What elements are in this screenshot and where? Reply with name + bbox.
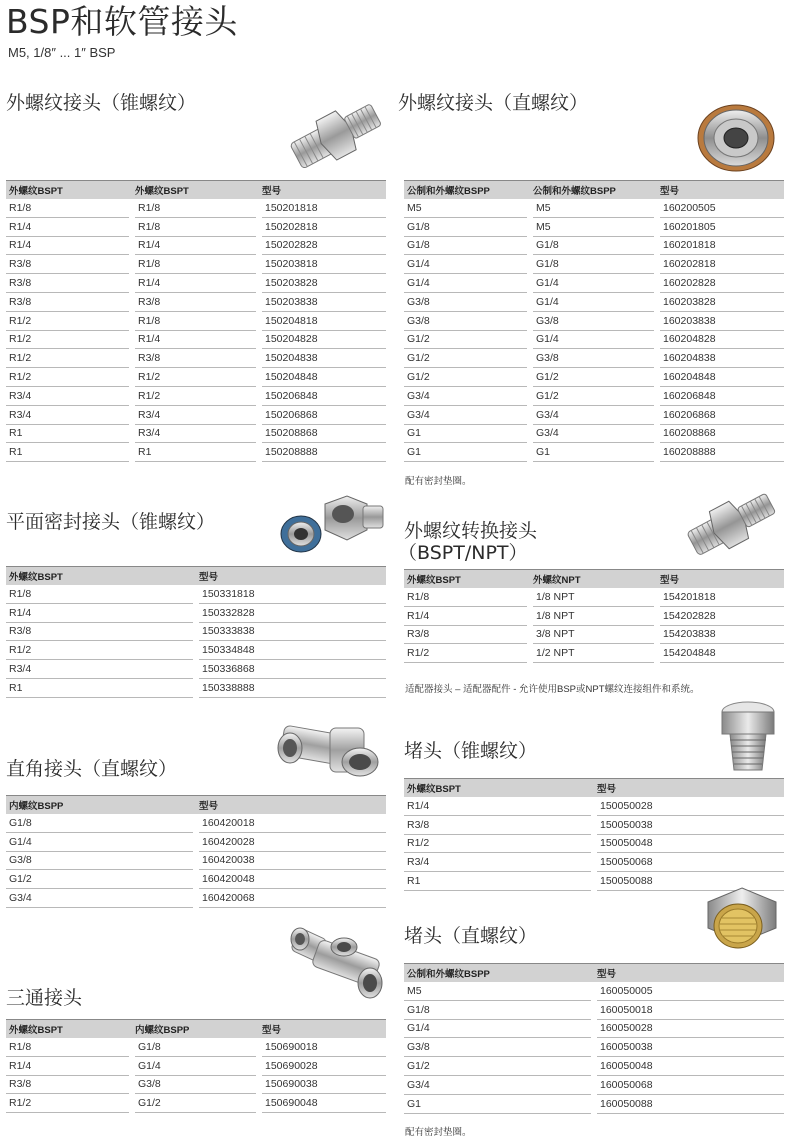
table-cell: 150208888	[259, 443, 386, 462]
column-header: 外螺纹BSPT	[6, 181, 132, 200]
table-row	[6, 641, 386, 660]
table-row	[6, 274, 386, 293]
adapter-table	[404, 569, 784, 663]
section-heading-tee: 三通接头	[6, 987, 83, 1009]
table-cell: G3/4	[404, 1075, 594, 1094]
table-cell: 150331818	[196, 585, 386, 603]
table-row	[404, 1075, 784, 1094]
table-header-row	[6, 181, 386, 200]
table-cell: R1/4	[6, 603, 196, 622]
table-cell: R1/2	[6, 349, 132, 368]
section-heading-adapter-sub: （BSPT/NPT）	[398, 542, 528, 564]
column-header: 型号	[594, 964, 784, 983]
table-row	[6, 832, 386, 851]
table-cell: R1/2	[6, 330, 132, 349]
table-cell: 150202818	[259, 217, 386, 236]
table-cell: M5	[530, 199, 657, 217]
table-cell: R1/8	[6, 1038, 132, 1056]
table-cell: 150690018	[259, 1038, 386, 1056]
plug-parallel-icon	[700, 884, 784, 962]
table-cell: R1/2	[404, 644, 530, 663]
table-row	[404, 834, 784, 853]
table-row	[6, 255, 386, 274]
table-cell: R1/8	[132, 199, 259, 217]
table-cell: 150690028	[259, 1056, 386, 1075]
table-cell: R1	[6, 443, 132, 462]
elbow-fitting-icon	[274, 710, 386, 784]
table-cell: 150050038	[594, 815, 784, 834]
section-heading-male-taper: 外螺纹接头（锥螺纹）	[6, 92, 197, 114]
table-cell: R3/4	[404, 853, 594, 872]
column-header: 外螺纹BSPT	[6, 1020, 132, 1039]
table-cell: R1/2	[6, 311, 132, 330]
table-cell: 160202818	[657, 255, 784, 274]
page-title: BSP和软管接头	[6, 2, 238, 41]
table-row	[404, 797, 784, 815]
plug-parallel-table	[404, 963, 784, 1114]
table-row	[404, 274, 784, 293]
table-cell: 160204828	[657, 330, 784, 349]
table-cell: G3/8	[404, 311, 530, 330]
table-cell: G1/4	[530, 330, 657, 349]
table-cell: R1/4	[132, 330, 259, 349]
column-header: 型号	[259, 1020, 386, 1039]
table-row	[6, 311, 386, 330]
male-parallel-fitting-icon	[692, 96, 784, 176]
table-cell: 150050068	[594, 853, 784, 872]
table-row	[404, 330, 784, 349]
table-cell: R3/4	[132, 424, 259, 443]
table-cell: 160203828	[657, 292, 784, 311]
table-cell: 160208888	[657, 443, 784, 462]
table-cell: G3/4	[530, 405, 657, 424]
table-cell: R3/8	[6, 274, 132, 293]
table-cell: G3/8	[530, 311, 657, 330]
table-row	[404, 199, 784, 217]
table-cell: 160420038	[196, 851, 386, 870]
male-parallel-note: 配有密封垫圈。	[405, 476, 472, 487]
column-header: 内螺纹BSPP	[6, 796, 196, 815]
page-subtitle: M5, 1/8″ ... 1″ BSP	[8, 45, 116, 60]
elbow-table	[6, 795, 386, 908]
table-cell: R1	[6, 678, 196, 697]
table-row	[6, 424, 386, 443]
section-heading-elbow: 直角接头（直螺纹）	[6, 758, 178, 780]
table-cell: G1/2	[132, 1094, 259, 1113]
column-header: 外螺纹BSPT	[404, 570, 530, 589]
table-row	[6, 1075, 386, 1094]
table-cell: G1/8	[404, 236, 530, 255]
table-cell: G1/4	[6, 832, 196, 851]
column-header: 型号	[259, 181, 386, 200]
table-cell: R3/8	[6, 255, 132, 274]
table-cell: 160050048	[594, 1057, 784, 1076]
table-cell: G1/4	[404, 255, 530, 274]
table-row	[404, 292, 784, 311]
table-cell: R3/8	[404, 625, 530, 644]
column-header: 公制和外螺纹BSPP	[404, 181, 530, 200]
table-cell: R3/4	[132, 405, 259, 424]
table-cell: 150204818	[259, 311, 386, 330]
table-cell: G1/4	[132, 1056, 259, 1075]
table-row	[6, 443, 386, 462]
table-cell: 160050088	[594, 1094, 784, 1113]
table-cell: G1/2	[6, 870, 196, 889]
plug-taper-table	[404, 778, 784, 891]
table-cell: 150208868	[259, 424, 386, 443]
table-row	[6, 349, 386, 368]
table-cell: 160206868	[657, 405, 784, 424]
table-cell: G3/4	[530, 424, 657, 443]
table-row	[6, 889, 386, 908]
flat-seal-table	[6, 566, 386, 698]
column-header: 公制和外螺纹BSPP	[530, 181, 657, 200]
table-row	[6, 622, 386, 641]
section-heading-flat-seal: 平面密封接头（锥螺纹）	[6, 511, 216, 533]
column-header: 内螺纹BSPP	[132, 1020, 259, 1039]
table-header-row	[404, 181, 784, 200]
column-header: 外螺纹BSPT	[404, 779, 594, 798]
table-row	[404, 644, 784, 663]
table-cell: 150206848	[259, 386, 386, 405]
table-row	[404, 405, 784, 424]
table-cell: G1	[404, 1094, 594, 1113]
table-cell: 150204848	[259, 368, 386, 387]
table-row	[404, 236, 784, 255]
table-header-row	[404, 570, 784, 589]
table-cell: 150690048	[259, 1094, 386, 1113]
table-cell: 150203818	[259, 255, 386, 274]
table-cell: 150206868	[259, 405, 386, 424]
table-row	[6, 330, 386, 349]
table-cell: M5	[530, 217, 657, 236]
table-row	[404, 255, 784, 274]
table-row	[6, 1094, 386, 1113]
male-parallel-table	[404, 180, 784, 462]
table-row	[404, 606, 784, 625]
section-heading-plug-taper: 堵头（锥螺纹）	[404, 740, 538, 762]
table-cell: R1/2	[6, 641, 196, 660]
table-row	[404, 982, 784, 1000]
table-row	[6, 851, 386, 870]
table-cell: G1/2	[530, 386, 657, 405]
table-cell: R1/2	[404, 834, 594, 853]
table-cell: R3/8	[132, 292, 259, 311]
table-cell: 150050088	[594, 872, 784, 891]
table-cell: 150334848	[196, 641, 386, 660]
table-cell: 160208868	[657, 424, 784, 443]
table-cell: G1	[404, 424, 530, 443]
table-row	[6, 603, 386, 622]
column-header: 外螺纹NPT	[530, 570, 657, 589]
table-row	[404, 1094, 784, 1113]
table-row	[6, 585, 386, 603]
table-cell: R1/2	[132, 368, 259, 387]
table-cell: R1/4	[404, 797, 594, 815]
table-cell: R3/8	[6, 292, 132, 311]
table-cell: G1/2	[530, 368, 657, 387]
plug-parallel-note: 配有密封垫圈。	[405, 1127, 472, 1138]
table-row	[6, 1056, 386, 1075]
table-row	[6, 292, 386, 311]
table-cell: 160420048	[196, 870, 386, 889]
table-cell: R3/4	[6, 386, 132, 405]
table-cell: 3/8 NPT	[530, 625, 657, 644]
table-cell: 150201818	[259, 199, 386, 217]
table-cell: 154201818	[657, 588, 784, 606]
table-cell: R1/8	[132, 311, 259, 330]
table-cell: R1/8	[6, 199, 132, 217]
column-header: 型号	[196, 567, 386, 586]
table-cell: G1	[530, 443, 657, 462]
table-cell: 150050028	[594, 797, 784, 815]
table-row	[6, 814, 386, 832]
column-header: 公制和外螺纹BSPP	[404, 964, 594, 983]
table-cell: 160204848	[657, 368, 784, 387]
table-cell: 160050068	[594, 1075, 784, 1094]
table-cell: G1/4	[404, 274, 530, 293]
table-cell: G3/8	[6, 851, 196, 870]
table-cell: R1/4	[6, 217, 132, 236]
table-cell: G3/8	[132, 1075, 259, 1094]
adapter-fitting-icon	[682, 486, 784, 562]
table-cell: G1/8	[6, 814, 196, 832]
table-cell: 160200505	[657, 199, 784, 217]
table-cell: 150204838	[259, 349, 386, 368]
table-row	[404, 815, 784, 834]
table-cell: 160050005	[594, 982, 784, 1000]
table-cell: R3/4	[6, 660, 196, 679]
table-cell: 150050048	[594, 834, 784, 853]
table-cell: 154204848	[657, 644, 784, 663]
table-cell: 160050038	[594, 1038, 784, 1057]
table-cell: G1/4	[404, 1019, 594, 1038]
table-row	[404, 853, 784, 872]
section-heading-plug-parallel: 堵头（直螺纹）	[404, 925, 538, 947]
table-row	[6, 1038, 386, 1056]
table-cell: 150336868	[196, 660, 386, 679]
table-cell: G3/4	[6, 889, 196, 908]
table-cell: 150203828	[259, 274, 386, 293]
table-header-row	[6, 567, 386, 586]
table-cell: R3/4	[6, 405, 132, 424]
table-cell: R1/4	[132, 236, 259, 255]
table-cell: 150202828	[259, 236, 386, 255]
table-cell: G1	[404, 443, 530, 462]
table-cell: 150690038	[259, 1075, 386, 1094]
table-row	[404, 1000, 784, 1019]
table-cell: G1/2	[404, 330, 530, 349]
adapter-note: 适配器接头 – 适配器配件 - 允许使用BSP或NPT螺纹连接组件和系统。	[405, 684, 700, 695]
table-cell: G1/2	[404, 349, 530, 368]
table-cell: 1/8 NPT	[530, 588, 657, 606]
table-cell: 150203838	[259, 292, 386, 311]
column-header: 型号	[657, 181, 784, 200]
table-cell: 160420068	[196, 889, 386, 908]
column-header: 外螺纹BSPT	[132, 181, 259, 200]
table-row	[404, 1019, 784, 1038]
table-cell: R1/4	[6, 236, 132, 255]
table-row	[6, 870, 386, 889]
tee-table	[6, 1019, 386, 1113]
table-cell: R1/4	[404, 606, 530, 625]
column-header: 外螺纹BSPT	[6, 567, 196, 586]
table-cell: 154202828	[657, 606, 784, 625]
table-cell: M5	[404, 199, 530, 217]
table-row	[6, 405, 386, 424]
table-cell: R1/8	[132, 217, 259, 236]
table-cell: R1/2	[6, 368, 132, 387]
column-header: 型号	[657, 570, 784, 589]
table-cell: G1/4	[530, 292, 657, 311]
column-header: 型号	[594, 779, 784, 798]
table-cell: R3/8	[404, 815, 594, 834]
table-cell: G3/8	[530, 349, 657, 368]
table-cell: G1/2	[404, 368, 530, 387]
table-cell: 150204828	[259, 330, 386, 349]
table-cell: G3/4	[404, 386, 530, 405]
table-row	[6, 236, 386, 255]
table-cell: 150333838	[196, 622, 386, 641]
table-cell: R3/8	[6, 1075, 132, 1094]
table-header-row	[6, 1020, 386, 1039]
table-cell: R1	[404, 872, 594, 891]
table-cell: R1/8	[132, 255, 259, 274]
male-taper-fitting-icon	[283, 95, 391, 175]
plug-taper-icon	[716, 698, 780, 778]
table-row	[6, 386, 386, 405]
tee-fitting-icon	[288, 925, 384, 1005]
table-cell: G1/4	[530, 274, 657, 293]
table-cell: G1/8	[404, 1000, 594, 1019]
table-cell: 160203838	[657, 311, 784, 330]
table-header-row	[6, 796, 386, 815]
table-cell: G1/8	[530, 255, 657, 274]
table-cell: 160050018	[594, 1000, 784, 1019]
table-header-row	[404, 964, 784, 983]
table-row	[6, 199, 386, 217]
male-taper-table	[6, 180, 386, 462]
table-cell: 1/2 NPT	[530, 644, 657, 663]
table-row	[404, 386, 784, 405]
table-row	[404, 217, 784, 236]
table-cell: R1/2	[132, 386, 259, 405]
flat-seal-fitting-icon	[275, 490, 387, 560]
table-cell: 160420018	[196, 814, 386, 832]
table-cell: 160201805	[657, 217, 784, 236]
table-cell: R3/8	[6, 622, 196, 641]
table-cell: R1/4	[132, 274, 259, 293]
table-cell: 160204838	[657, 349, 784, 368]
table-row	[404, 424, 784, 443]
table-cell: 150332828	[196, 603, 386, 622]
table-cell: M5	[404, 982, 594, 1000]
table-row	[404, 368, 784, 387]
table-row	[404, 311, 784, 330]
table-row	[404, 443, 784, 462]
table-cell: R1	[132, 443, 259, 462]
table-row	[6, 678, 386, 697]
table-cell: R1/2	[6, 1094, 132, 1113]
table-row	[6, 217, 386, 236]
table-row	[404, 349, 784, 368]
table-row	[404, 588, 784, 606]
table-row	[6, 660, 386, 679]
table-cell: G3/8	[404, 1038, 594, 1057]
table-cell: G1/8	[530, 236, 657, 255]
table-cell: 1/8 NPT	[530, 606, 657, 625]
table-cell: G3/8	[404, 292, 530, 311]
section-heading-male-parallel: 外螺纹接头（直螺纹）	[398, 92, 589, 114]
table-header-row	[404, 779, 784, 798]
table-cell: 160201818	[657, 236, 784, 255]
table-row	[6, 368, 386, 387]
table-cell: 160050028	[594, 1019, 784, 1038]
table-cell: R1/4	[6, 1056, 132, 1075]
table-cell: 160202828	[657, 274, 784, 293]
column-header: 型号	[196, 796, 386, 815]
table-cell: R1	[6, 424, 132, 443]
table-cell: G1/8	[404, 217, 530, 236]
table-cell: R1/8	[6, 585, 196, 603]
table-cell: 160206848	[657, 386, 784, 405]
table-cell: R3/8	[132, 349, 259, 368]
table-row	[404, 1038, 784, 1057]
table-cell: G3/4	[404, 405, 530, 424]
table-cell: 150338888	[196, 678, 386, 697]
table-cell: G1/8	[132, 1038, 259, 1056]
table-cell: G1/2	[404, 1057, 594, 1076]
section-heading-adapter: 外螺纹转换接头	[404, 520, 538, 542]
table-row	[404, 1057, 784, 1076]
table-cell: 154203838	[657, 625, 784, 644]
table-row	[404, 625, 784, 644]
table-cell: 160420028	[196, 832, 386, 851]
table-cell: R1/8	[404, 588, 530, 606]
